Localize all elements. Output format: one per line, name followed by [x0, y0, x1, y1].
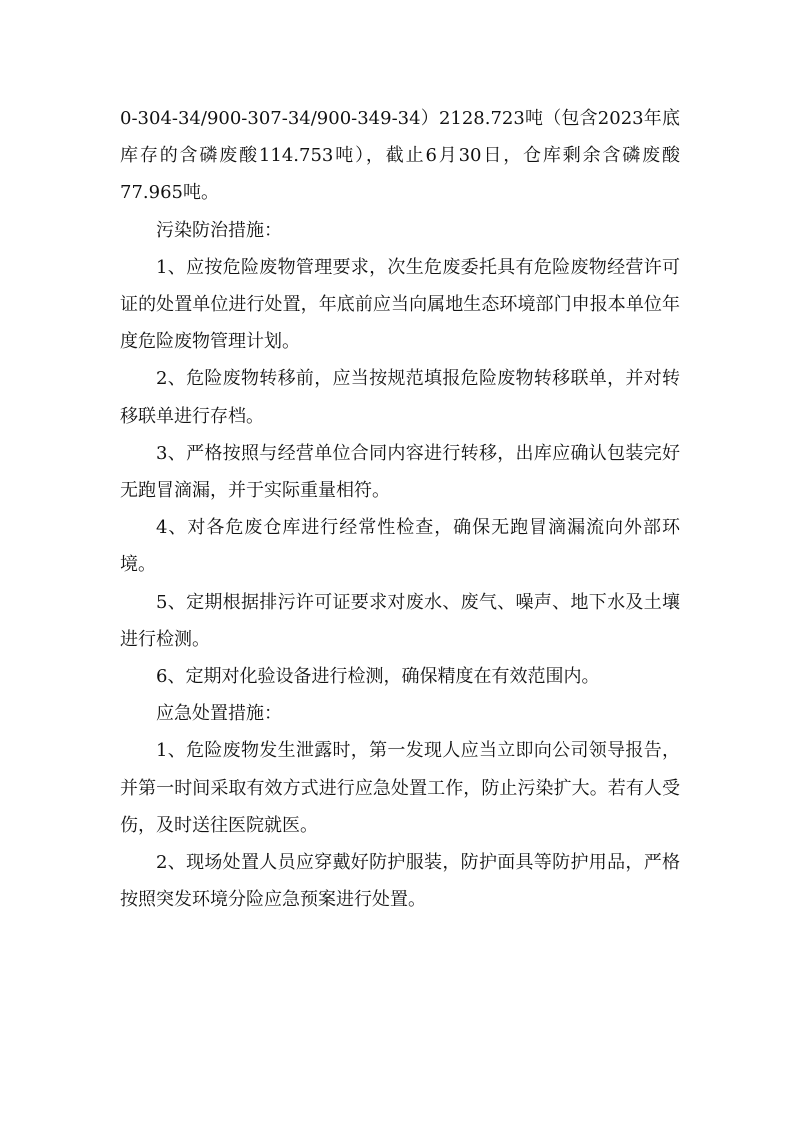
pollution-measure-5: 5、定期根据排污许可证要求对废水、废气、噪声、地下水及土壤进行检测。: [120, 591, 680, 650]
document-page: [120, 100, 680, 918]
pollution-measure-4: 4、对各危废仓库进行经常性检查，确保无跑冒滴漏流向外部环境。: [120, 517, 680, 576]
pollution-measure-3: 3、严格按照与经营单位合同内容进行转移，出库应确认包装完好无跑冒滴漏，并于实际重量相符。: [120, 442, 680, 502]
pollution-measure-6: 6、定期对化验设备进行检测，确保精度在有效范围内。: [156, 666, 600, 688]
emergency-measure-1: 1、危险废物发生泄露时，第一发现人应当立即向公司领导报告，并第一时间采取有效方式进行应急处置工作，防止污染扩大。若有人受伤，及时送往医院就医。: [120, 740, 680, 836]
pollution-measure-2: 2、危险废物转移前，应当按规范填报危险废物转移联单，并对转移联单进行存档。: [120, 368, 680, 427]
emergency-measure-2: 2、现场处置人员应穿戴好防护服装，防护面具等防护用品，严格按照突发环境分险应急预案进行处置。: [120, 852, 680, 911]
pollution-measure-1: 1、应按危险废物管理要求，次生危废委托具有危险废物经营许可证的处置单位进行处置，年底前应当向属地生态环境部门申报本单位年度危险废物管理计划。: [120, 256, 680, 353]
section-heading-pollution-prevention: 污染防治措施：: [156, 219, 282, 241]
continuation-paragraph: 0-304-34/900-307-34/900-349-34）2128.723吨（包含2023年底库存的含磷废酸114.753吨），截止6月30日，仓库剩余含磷废酸77.965吨。: [120, 108, 680, 204]
section-heading-emergency: 应急处置措施：: [156, 703, 282, 725]
